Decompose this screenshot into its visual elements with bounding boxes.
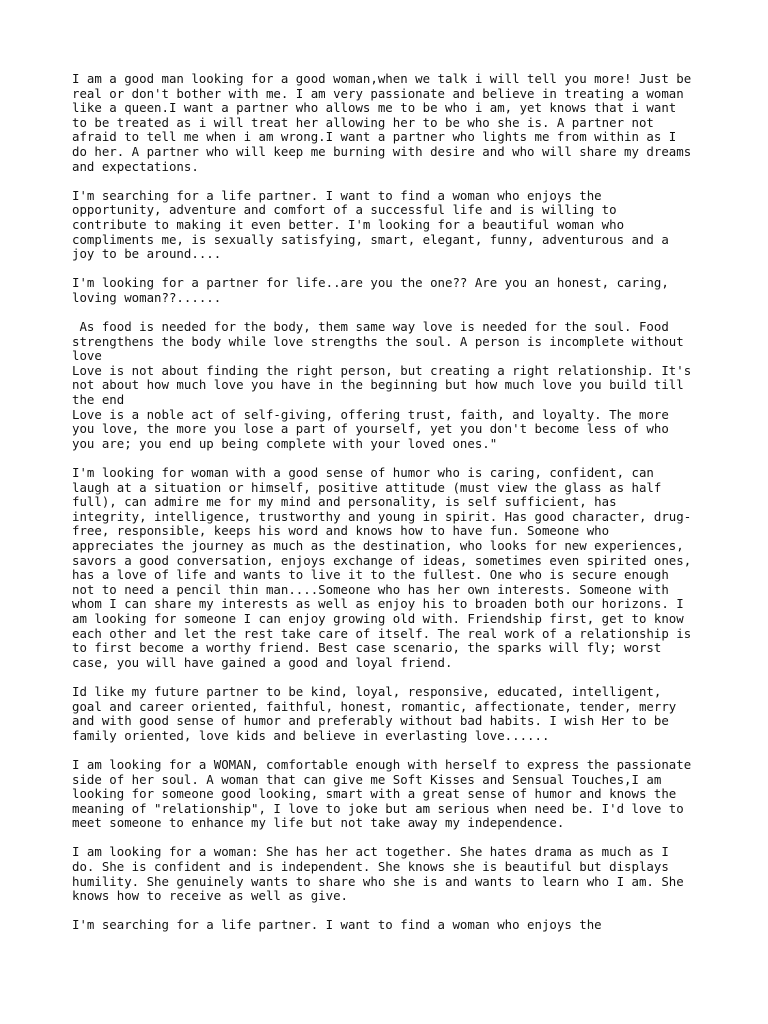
text-line: family oriented, love kids and believe in everlasting love...... <box>72 727 550 743</box>
text-line: like a queen.I want a partner who allows me to be who i am, yet knows that i want <box>72 100 677 116</box>
text-line: I am looking for a woman: She has her act together. She hates drama as much as I <box>72 844 669 860</box>
text-line: contribute to making it even better. I'm looking for a beautiful woman who <box>72 216 625 232</box>
text-line: love <box>72 348 102 364</box>
text-line: the end <box>72 392 125 408</box>
text-line: As food is needed for the body, them same way love is needed for the soul. Food <box>72 319 669 335</box>
text-line: has a love of life and wants to live it to the fullest. One who is secure enough <box>72 567 669 583</box>
text-line: I'm searching for a life partner. I want to find a woman who enjoys the <box>72 917 602 933</box>
text-line: I'm looking for woman with a good sense of humor who is caring, confident, can <box>72 465 654 481</box>
text-line: each other and let the rest take care of itself. The real work of a relationship is <box>72 625 692 641</box>
text-line: knows how to receive as well as give. <box>72 888 349 904</box>
text-line: full), can admire me for my mind and personality, is self sufficient, has <box>72 494 617 510</box>
text-line: to first become a worthy friend. Best case scenario, the sparks will fly; worst <box>72 640 662 656</box>
text-line: whom I can share my interests as well as enjoy his to broaden both our horizons. I <box>72 596 684 612</box>
text-line: I am looking for a WOMAN, comfortable enough with herself to express the passionate <box>72 756 692 772</box>
text-line: compliments me, is sexually satisfying, smart, elegant, funny, adventurous and a <box>72 231 669 247</box>
text-line: not to need a pencil thin man....Someone who has her own interests. Someone with <box>72 581 669 597</box>
text-line: do her. A partner who will keep me burning with desire and who will share my dreams <box>72 143 692 159</box>
text-line: strengthens the body while love strengths the soul. A person is incomplete without <box>72 333 684 349</box>
paragraph <box>72 466 712 670</box>
text-line: laugh at a situation or himself, positive attitude (must view the glass as half <box>72 479 662 495</box>
paragraph <box>72 72 712 174</box>
text-line: Love is not about finding the right person, but creating a right relationship. It's <box>72 362 692 378</box>
text-line: humility. She genuinely wants to share who she is and wants to learn who I am. She <box>72 873 684 889</box>
text-line: savors a good conversation, enjoys exchange of ideas, sometimes even spirited ones, <box>72 552 692 568</box>
text-line: looking for someone good looking, smart with a great sense of humor and knows the <box>72 786 677 802</box>
text-line: to be treated as i will treat her allowing her to be who she is. A partner not <box>72 114 654 130</box>
text-line: goal and career oriented, faithful, honest, romantic, affectionate, tender, merry <box>72 698 677 714</box>
text-line: not about how much love you have in the beginning but how much love you build till <box>72 377 684 393</box>
text-line: integrity, intelligence, trustworthy and young in spirit. Has good character, drug- <box>72 508 692 524</box>
text-line: real or don't bother with me. I am very passionate and believe in treating a woman <box>72 85 684 101</box>
paragraph <box>72 845 712 903</box>
paragraph <box>72 758 712 831</box>
text-line: loving woman??...... <box>72 289 222 305</box>
text-line: I'm looking for a partner for life..are you the one?? Are you an honest, caring, <box>72 275 669 291</box>
text-line: you love, the more you lose a part of yourself, yet you don't become less of who <box>72 421 669 437</box>
text-line: I'm searching for a life partner. I want to find a woman who enjoys the <box>72 187 602 203</box>
paragraph <box>72 276 712 305</box>
text-line: am looking for someone I can enjoy growing old with. Friendship first, get to know <box>72 610 684 626</box>
text-line: appreciates the journey as much as the destination, who looks for new experiences, <box>72 538 684 553</box>
paragraph <box>72 320 712 451</box>
text-line: case, you will have gained a good and loyal friend. <box>72 654 453 670</box>
text-line: side of her soul. A woman that can give me Soft Kisses and Sensual Touches,I am <box>72 771 662 787</box>
text-line: meet someone to enhance my life but not take away my independence. <box>72 815 565 831</box>
paragraph <box>72 685 712 743</box>
text-line: do. She is confident and is independent. She knows she is beautiful but displays <box>72 859 669 875</box>
text-line: meaning of "relationship", I love to joke but am serious when need be. I'd love to <box>72 800 684 816</box>
text-line: afraid to tell me when i am wrong.I want a partner who lights me from within as I <box>72 129 677 145</box>
text-line: free, responsible, keeps his word and knows how to have fun. Someone who <box>72 523 610 539</box>
text-line: opportunity, adventure and comfort of a successful life and is willing to <box>72 202 617 218</box>
paragraph <box>72 189 712 262</box>
paragraph <box>72 918 712 933</box>
text-line: you are; you end up being complete with your loved ones." <box>72 435 498 451</box>
text-line: joy to be around.... <box>72 246 222 262</box>
text-line: I am a good man looking for a good woman,when we talk i will tell you more! Just be <box>72 71 692 86</box>
text-line: and expectations. <box>72 158 199 174</box>
text-line: Id like my future partner to be kind, loyal, responsive, educated, intelligent, <box>72 683 662 699</box>
text-line: Love is a noble act of self-giving, offering trust, faith, and loyalty. The more <box>72 406 669 422</box>
document-body <box>72 72 712 948</box>
text-line: and with good sense of humor and preferably without bad habits. I wish Her to be <box>72 713 669 729</box>
